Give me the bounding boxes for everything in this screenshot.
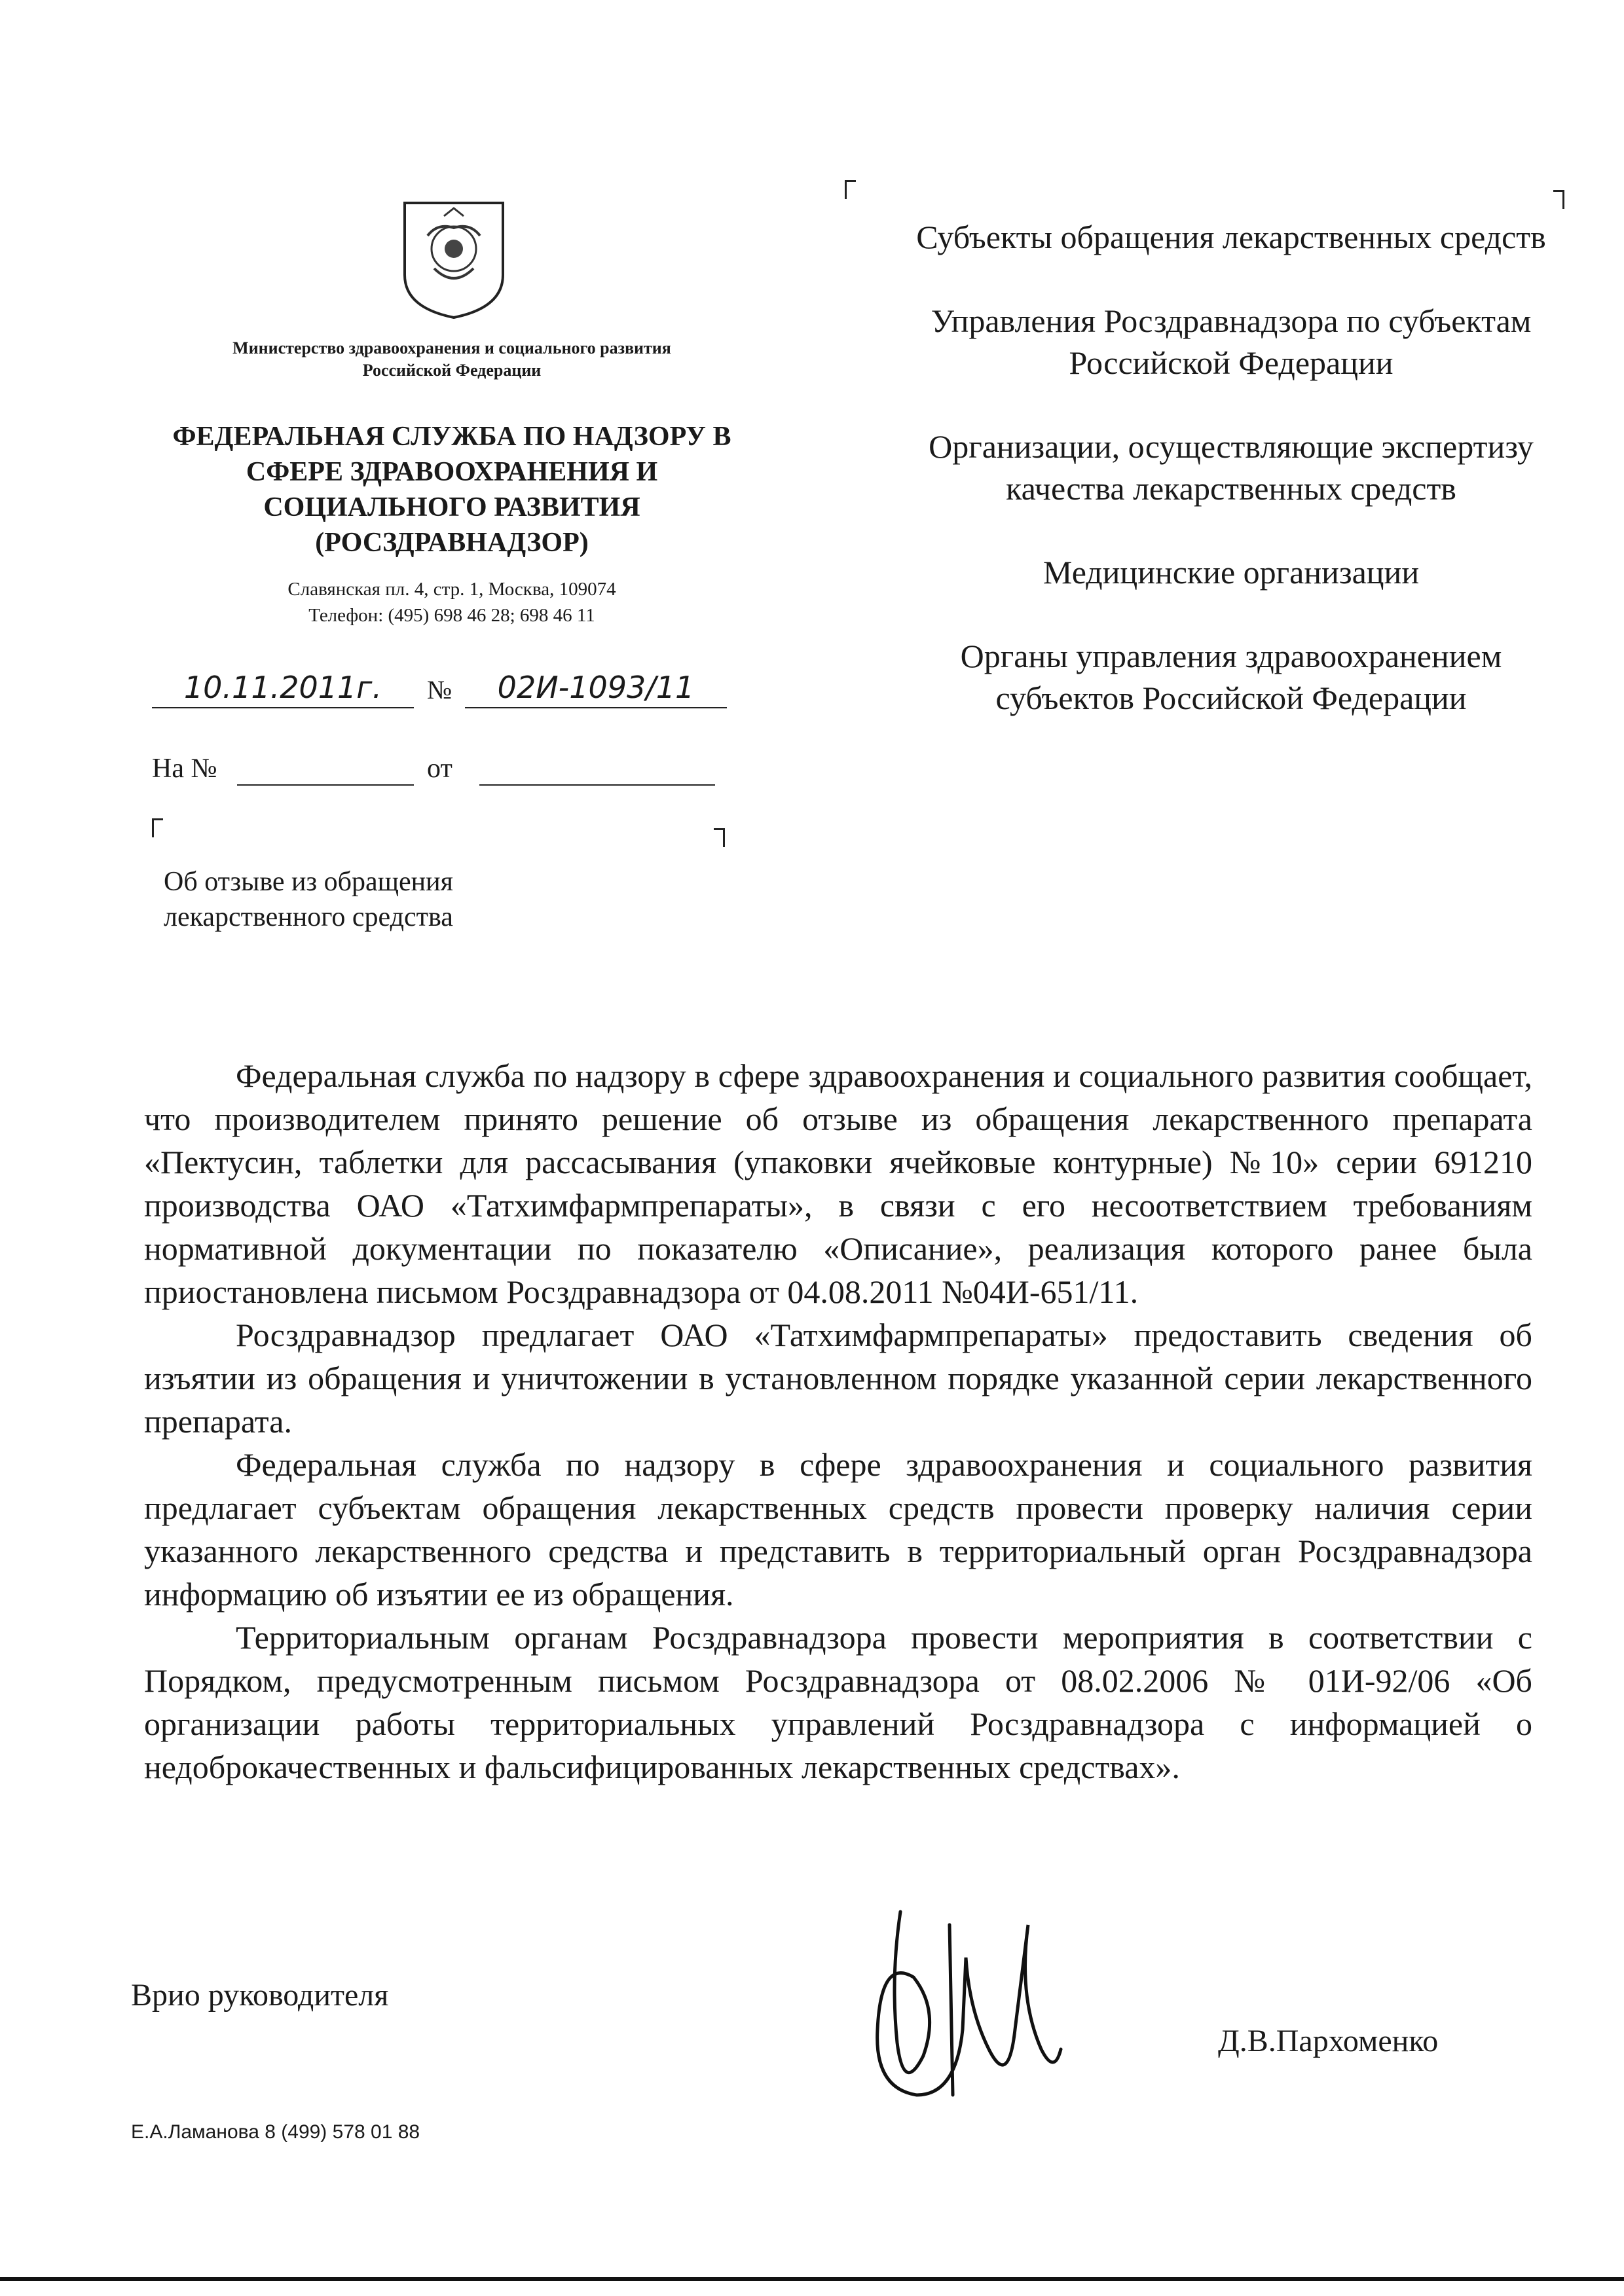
reference-from-label: от [427,754,452,784]
body-paragraph: Федеральная служба по надзору в сфере здравоохранения и социального развития предлагает субъектам обращения лекарственных средств провести проверку наличия серии указанного лекарственного средства и представить в территориальный орган Росздравнадзора информацию об изъятии ее из обращения. [144,1446,1532,1613]
addressee-list [904,216,1559,761]
bottom-rule [0,2277,1624,2281]
letter-body [144,1054,1532,1789]
addressee-item: Управления Росздравнадзора по субъектам Российской Федерации [931,302,1532,381]
addressee-item: Организации, осуществляющие экспертизу качества лекарственных средств [929,428,1534,507]
registration-date: 10.11.2011г. [152,668,414,708]
subject-bracket-right [714,828,725,847]
addressee-item: Субъекты обращения лекарственных средств [916,219,1546,255]
reference-number-blank [237,784,414,786]
phone-line: Телефон: (495) 698 46 28; 698 46 11 [308,605,595,626]
contact-person: Е.А.Ламанова 8 (499) 578 01 88 [131,2121,420,2143]
body-paragraph: Федеральная служба по надзору в сфере здравоохранения и социального развития сообщает, что производителем принято решение об отзыве из обращения лекарственного препарата «Пектусин, таблетки для рассасывания (упаковки ячейковые контурные) №10» серии 691210 производства ОАО «Татхимфармпрепараты», в связи с его несоответствием требованиям нормативной документации по показателю «Описание», реализация которого ранее была приостановлена письмом Росздравнадзора от 04.08.2011 №04И-651/11. [144,1057,1532,1310]
registration-number: 02И-1093/11 [465,668,727,708]
registration-number-label: № [427,675,452,704]
handwritten-signature-icon [851,1899,1074,2115]
subject-bracket-left [152,818,163,837]
reference-number-label: На № [152,754,217,784]
reference-line [152,753,728,792]
signatory-title: Врио руководителя [131,1978,389,2013]
reference-from-blank [479,784,715,786]
addressee-bracket-left [845,180,856,199]
signatory-name: Д.В.Пархоменко [1218,2024,1439,2058]
body-paragraph: Росздравнадзор предлагает ОАО «Татхимфармпрепараты» предоставить сведения об изъятии из обращения и уничтожении в установленном порядке указанной серии лекарственного препарата. [144,1317,1532,1440]
agency-name: ФЕДЕРАЛЬНАЯ СЛУЖБА ПО НАДЗОРУ В СФЕРЕ ЗДРАВООХРАНЕНИЯ И СОЦИАЛЬНОГО РАЗВИТИЯ (РОСЗДРАВНАДЗОР) [172,422,731,558]
registration-line [152,668,741,714]
addressee-item: Медицинские организации [1043,554,1420,591]
address-line: Славянская пл. 4, стр. 1, Москва, 109074 [287,579,616,600]
state-emblem-icon [398,196,509,321]
addressee-item: Органы управления здравоохранением субъектов Российской Федерации [960,638,1502,716]
addressee-bracket-right [1553,190,1564,209]
body-paragraph: Территориальным органам Росздравнадзора провести мероприятия в соответствии с Порядком, предусмотренным письмом Росздравнадзора от 08.02.2006 № 01И-92/06 «Об организации работы территориальных управлений Росздравнадзора с информацией о недоброкачественных и фальсифицированных лекарственных средствах». [144,1619,1532,1785]
ministry-name: Министерство здравоохранения и социального развития Российской Федерации [232,338,671,380]
letter-subject: Об отзыве из обращения лекарственного средства [164,867,453,932]
agency-address [170,576,733,629]
